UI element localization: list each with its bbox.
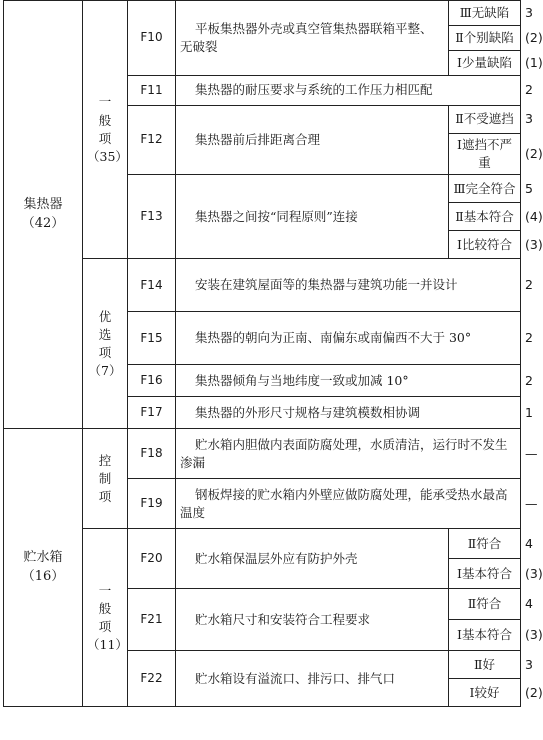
option-level: Ⅰ基本符合 [449,559,521,589]
category-count: （16） [21,568,65,584]
table-row: Ⅰ较好 (2) [4,679,521,707]
item-description: 集热器的朝向为正南、南偏东或南偏西不大于 30° [176,312,521,365]
table-row: 集热器 （42） 一 般 项 （35） F10 平板集热器外壳或真空管集热器联箱平整、无破裂 Ⅲ无缺陷 3 [4,1,521,26]
evaluation-table [3,0,543,707]
option-level: Ⅱ符合 [449,529,521,559]
category-name: 集热器 [23,196,63,212]
table-row: 一 般 项 （11） F20 贮水箱保温层外应有防护外壳 Ⅱ符合 4 [4,529,521,559]
table-row: F21 贮水箱尺寸和安装符合工程要求 Ⅱ符合 4 [4,589,521,620]
item-description: 贮水箱内胆做内表面防腐处理，水质清洁，运行时不发生渗漏 [176,429,521,479]
table-row: Ⅰ比较符合 (3) [4,231,521,259]
item-description: 贮水箱尺寸和安装符合工程要求 [176,589,449,651]
item-description: 集热器倾角与当地纬度一致或加减 10° [176,365,521,397]
table-row: F11 集热器的耐压要求与系统的工作压力相匹配 2 [4,76,521,106]
subgroup-general: 一 般 项 （35） [83,1,128,259]
category-collector [4,1,83,429]
table-row: Ⅰ少量缺陷 (1) [4,51,521,76]
item-code: F19 [128,479,176,529]
item-description: 集热器前后排距离合理 [176,106,449,175]
item-description: 贮水箱设有溢流口、排污口、排气口 [176,651,449,707]
item-description: 集热器的耐压要求与系统的工作压力相匹配 [176,76,521,106]
subgroup-general: 一 般 项 （11） [83,529,128,707]
item-description: 集热器之间按“同程原则”连接 [176,175,449,259]
option-level: Ⅰ少量缺陷 [449,51,521,76]
table-row: 优 选 项 （7） F14 安装在建筑屋面等的集热器与建筑功能一并设计 2 [4,259,521,312]
option-level: Ⅱ好 [449,651,521,679]
table-row: Ⅰ基本符合 (3) [4,620,521,651]
item-code: F18 [128,429,176,479]
option-level: Ⅱ基本符合 [449,203,521,231]
table-row: Ⅱ基本符合 (4) [4,203,521,231]
table-row: F12 集热器前后排距离合理 Ⅱ不受遮挡 3 [4,106,521,134]
item-code: F16 [128,365,176,397]
option-level: Ⅰ遮挡不严重 [449,134,521,175]
table-row: F17 集热器的外形尺寸规格与建筑模数相协调 1 [4,397,521,429]
subgroup-preferred: 优 选 项 （7） [83,259,128,429]
category-name: 贮水箱 [23,549,63,565]
item-code: F22 [128,651,176,707]
table-row: F13 集热器之间按“同程原则”连接 Ⅲ完全符合 5 [4,175,521,203]
category-count: （42） [21,215,65,231]
table-row: Ⅱ个别缺陷 (2) [4,26,521,51]
option-level: Ⅰ较好 [449,679,521,707]
option-level: Ⅲ无缺陷 [449,1,521,26]
item-code: F21 [128,589,176,651]
item-code: F12 [128,106,176,175]
subgroup-count: （35） [87,148,128,164]
item-code: F13 [128,175,176,259]
table-row: Ⅰ遮挡不严重 (2) [4,134,521,175]
table-row: F19 钢板焊接的贮水箱内外壁应做防腐处理，能承受热水最高温度 — [4,479,521,529]
table-row: F16 集热器倾角与当地纬度一致或加减 10° 2 [4,365,521,397]
subgroup-count: （7） [88,362,122,378]
table-row: Ⅰ基本符合 (3) [4,559,521,589]
option-level: Ⅱ个别缺陷 [449,26,521,51]
item-code: F14 [128,259,176,312]
option-level: Ⅰ基本符合 [449,620,521,651]
subgroup-control: 控 制 项 [83,429,128,529]
option-level: Ⅱ不受遮挡 [449,106,521,134]
category-tank [4,429,83,707]
table-row: 贮水箱 （16） 控 制 项 F18 贮水箱内胆做内表面防腐处理，水质清洁，运行时不发生渗漏 — [4,429,521,479]
item-code: F11 [128,76,176,106]
item-code: F10 [128,1,176,76]
option-level: Ⅰ比较符合 [449,231,521,259]
item-description: 平板集热器外壳或真空管集热器联箱平整、无破裂 [176,1,449,76]
option-level: Ⅲ完全符合 [449,175,521,203]
item-code: F15 [128,312,176,365]
item-description: 钢板焊接的贮水箱内外壁应做防腐处理，能承受热水最高温度 [176,479,521,529]
item-code: F20 [128,529,176,589]
item-description: 集热器的外形尺寸规格与建筑模数相协调 [176,397,521,429]
item-description: 安装在建筑屋面等的集热器与建筑功能一并设计 [176,259,521,312]
item-description: 贮水箱保温层外应有防护外壳 [176,529,449,589]
option-level: Ⅱ符合 [449,589,521,620]
subgroup-count: （11） [87,636,128,652]
table-row: F22 贮水箱设有溢流口、排污口、排气口 Ⅱ好 3 [4,651,521,679]
item-code: F17 [128,397,176,429]
table-row: F15 集热器的朝向为正南、南偏东或南偏西不大于 30° 2 [4,312,521,365]
